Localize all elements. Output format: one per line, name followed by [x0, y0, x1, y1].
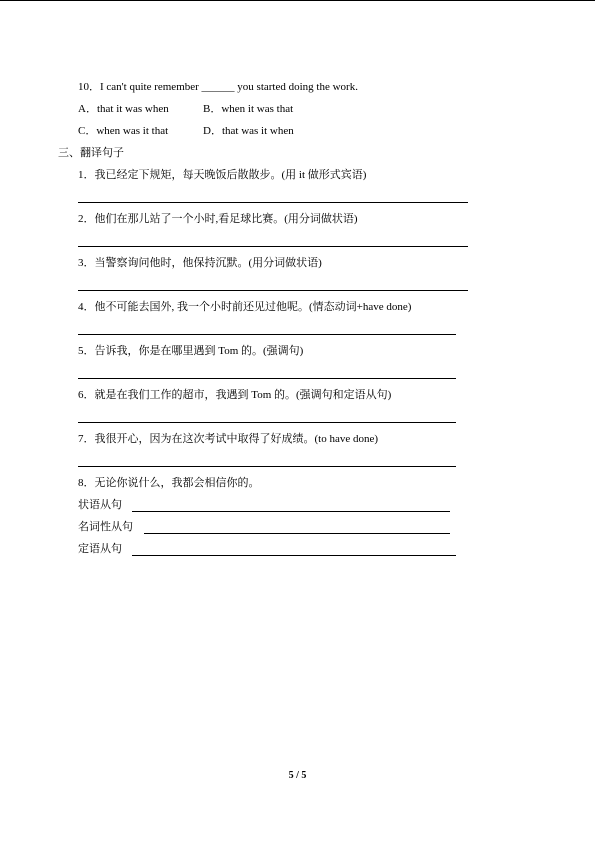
translation-item-8: 8．无论你说什么，我都会相信你的。: [78, 477, 260, 489]
translation-item-3: 3．当警察询问他时，他保持沉默。(用分词做状语): [78, 257, 322, 269]
question-10-option-b: B．when it was that: [203, 103, 294, 115]
top-border-rule: [0, 0, 595, 1]
answer-line-6[interactable]: [78, 422, 456, 423]
answer-line-7[interactable]: [78, 466, 456, 467]
clause-answer-attributive[interactable]: [132, 555, 456, 556]
question-10-stem-end: you started doing the work.: [237, 81, 358, 93]
translation-item-1: 1．我已经定下规矩，每天晚饭后散散步。(用 it 做形式宾语): [78, 169, 367, 181]
answer-line-1[interactable]: [78, 202, 468, 203]
translation-item-4: 4．他不可能去国外, 我一个小时前还见过他呢。(情态动词+have done): [78, 301, 412, 313]
translation-item-5: 5．告诉我，你是在哪里遇到 Tom 的。(强调句): [78, 345, 304, 357]
question-10-option-d: D．that was it when: [203, 125, 294, 137]
question-10-option-a: A．that it was when: [78, 103, 169, 115]
translation-item-6: 6．就是在我们工作的超市，我遇到 Tom 的。(强调句和定语从句): [78, 389, 392, 401]
answer-line-5[interactable]: [78, 378, 456, 379]
clause-answer-nominal[interactable]: [144, 533, 450, 534]
translation-item-7: 7．我很开心，因为在这次考试中取得了好成绩。(to have done): [78, 433, 379, 445]
answer-line-4[interactable]: [78, 334, 456, 335]
question-10-option-c: C．when was it that: [78, 125, 169, 137]
clause-label-attributive: 定语从句: [78, 543, 122, 555]
section-3-heading: 三、翻译句子: [58, 147, 124, 159]
clause-label-nominal: 名词性从句: [78, 521, 133, 533]
page-number: 5 / 5: [288, 770, 307, 781]
clause-label-adverbial: 状语从句: [78, 499, 122, 511]
clause-answer-adverbial[interactable]: [132, 511, 450, 512]
question-10-stem: [78, 80, 358, 94]
question-10-stem-start: 10．I can't quite remember: [78, 81, 199, 93]
translation-item-2: 2．他们在那儿站了一个小时,看足球比赛。(用分词做状语): [78, 213, 358, 225]
question-10-blank: ______: [201, 81, 235, 93]
answer-line-2[interactable]: [78, 246, 468, 247]
answer-line-3[interactable]: [78, 290, 468, 291]
